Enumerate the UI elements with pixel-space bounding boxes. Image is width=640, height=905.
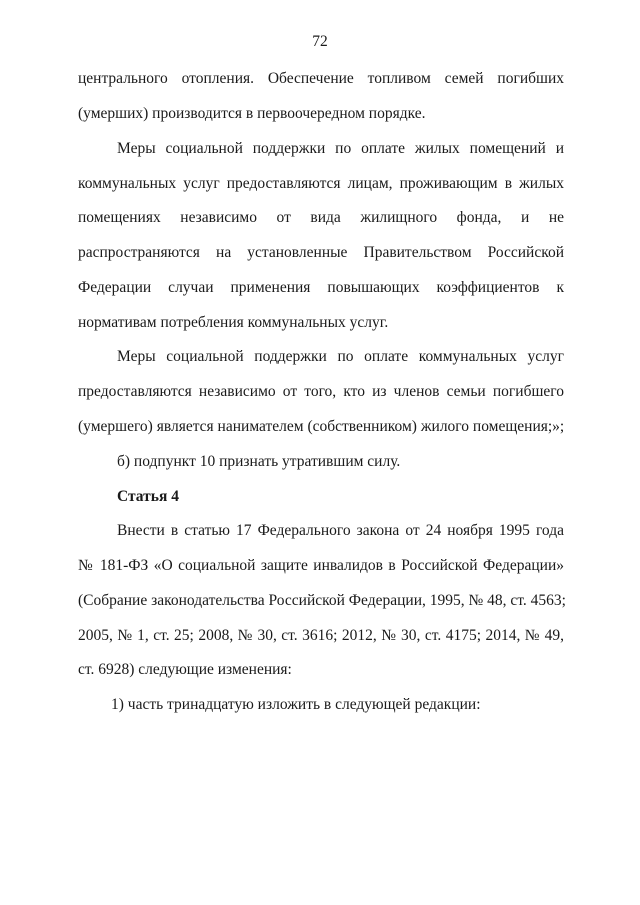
text-line: распространяются на установленные Правительством Российской xyxy=(78,244,564,261)
text-line: Меры социальной поддержки по оплате коммунальных услуг xyxy=(117,348,564,365)
text-line: 1) часть тринадцатую изложить в следующей редакции: xyxy=(111,696,481,713)
text-line: помещениях независимо от вида жилищного фонда, и не xyxy=(78,209,564,226)
article-heading: Статья 4 xyxy=(117,488,179,505)
text-line: центрального отопления. Обеспечение топливом семей погибших xyxy=(78,70,564,87)
text-line: № 181-ФЗ «О социальной защите инвалидов в Российской Федерации» xyxy=(78,557,564,574)
text-line: ст. 6928) следующие изменения: xyxy=(78,661,292,678)
text-line: (умершего) является нанимателем (собственником) жилого помещения;»; xyxy=(78,418,565,435)
text-line: Внести в статью 17 Федерального закона от 24 ноября 1995 года xyxy=(117,522,564,539)
text-line: б) подпункт 10 признать утратившим силу. xyxy=(117,453,401,470)
text-line: (Собрание законодательства Российской Федерации, 1995, № 48, ст. 4563; xyxy=(78,592,566,609)
text-line: предоставляются независимо от того, кто из членов семьи погибшего xyxy=(78,383,564,400)
text-line: коммунальных услуг предоставляются лицам, проживающим в жилых xyxy=(78,175,564,192)
text-line: Меры социальной поддержки по оплате жилых помещений и xyxy=(117,140,564,157)
text-line: Федерации случаи применения повышающих коэффициентов к xyxy=(78,279,564,296)
text-line: 2005, № 1, ст. 25; 2008, № 30, ст. 3616; 2012, № 30, ст. 4175; 2014, № 49, xyxy=(78,627,564,644)
text-line: (умерших) производится в первоочередном порядке. xyxy=(78,105,426,122)
page-number: 72 xyxy=(312,33,328,50)
text-line: нормативам потребления коммунальных услуг. xyxy=(78,314,389,331)
